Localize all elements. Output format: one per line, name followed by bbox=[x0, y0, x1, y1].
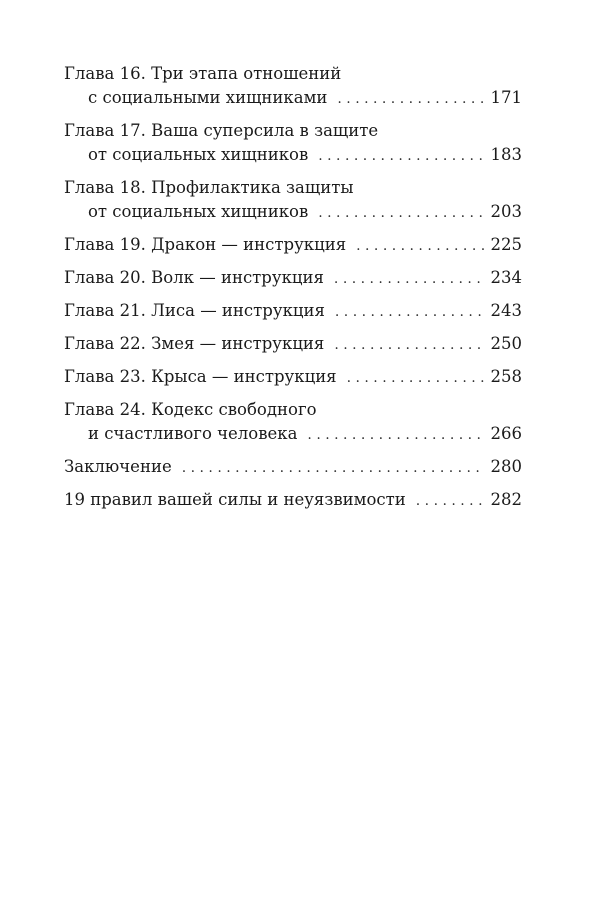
toc-page-number: 203 bbox=[490, 202, 522, 221]
toc-entry[interactable] bbox=[64, 365, 522, 389]
dot-leader bbox=[337, 92, 484, 106]
dot-leader bbox=[347, 371, 485, 385]
toc-entry-title: Глава 19. Дракон — инструкция bbox=[64, 235, 347, 254]
toc-entry-title: и счастливого человека bbox=[88, 424, 298, 443]
toc-entry-title: от социальных хищников bbox=[88, 202, 309, 221]
toc-page-number: 280 bbox=[490, 457, 522, 476]
toc-page-number: 250 bbox=[490, 334, 522, 353]
toc-entry-title: Глава 21. Лиса — инструкция bbox=[64, 301, 325, 320]
toc-entry-line bbox=[64, 455, 522, 479]
dot-leader bbox=[356, 239, 484, 253]
toc-page-number: 258 bbox=[490, 367, 522, 386]
dot-leader bbox=[334, 338, 484, 352]
toc-entry-title: Глава 20. Волк — инструкция bbox=[64, 268, 324, 287]
toc-entry-title: Глава 17. Ваша суперсила в защите bbox=[64, 121, 379, 140]
toc-entry-title: Глава 22. Змея — инструкция bbox=[64, 334, 325, 353]
toc-entry-line bbox=[64, 365, 522, 389]
toc-entry-line bbox=[64, 299, 522, 323]
toc-entry-title: Глава 24. Кодекс свободного bbox=[64, 400, 317, 419]
toc-entry-line bbox=[64, 266, 522, 290]
toc-entry-line bbox=[64, 398, 522, 422]
dot-leader bbox=[307, 428, 484, 442]
dot-leader bbox=[334, 272, 485, 286]
toc-entry[interactable] bbox=[64, 233, 522, 257]
toc-entry-line bbox=[64, 176, 522, 200]
toc-entry[interactable] bbox=[64, 266, 522, 290]
toc-page-number: 243 bbox=[490, 301, 522, 320]
toc-entry-line bbox=[64, 143, 522, 167]
dot-leader bbox=[318, 206, 484, 220]
toc-entry[interactable] bbox=[64, 455, 522, 479]
toc-entry-line bbox=[64, 488, 522, 512]
toc-entry[interactable] bbox=[64, 176, 522, 224]
toc-entry-title: Глава 18. Профилактика защиты bbox=[64, 178, 354, 197]
dot-leader bbox=[335, 305, 485, 319]
toc-entry[interactable] bbox=[64, 299, 522, 323]
toc-entry-title: с социальными хищниками bbox=[88, 88, 328, 107]
toc-entry[interactable] bbox=[64, 62, 522, 110]
toc-entry-title: Глава 16. Три этапа отношений bbox=[64, 64, 342, 83]
toc-page-number: 266 bbox=[490, 424, 522, 443]
dot-leader bbox=[182, 461, 485, 475]
toc-page-number: 282 bbox=[490, 490, 522, 509]
toc-entry-line bbox=[64, 62, 522, 86]
toc-page-number: 225 bbox=[490, 235, 522, 254]
table-of-contents bbox=[64, 62, 522, 521]
toc-entry-title: 19 правил вашей силы и неуязвимости bbox=[64, 490, 406, 509]
toc-entry-line bbox=[64, 200, 522, 224]
toc-entry-line bbox=[64, 119, 522, 143]
toc-page-number: 183 bbox=[490, 145, 522, 164]
toc-page-number: 171 bbox=[490, 88, 522, 107]
toc-entry[interactable] bbox=[64, 332, 522, 356]
dot-leader bbox=[318, 149, 484, 163]
toc-entry-title: Глава 23. Крыса — инструкция bbox=[64, 367, 337, 386]
toc-entry-line bbox=[64, 86, 522, 110]
toc-entry-title: Заключение bbox=[64, 457, 172, 476]
dot-leader bbox=[416, 494, 485, 508]
toc-page-number: 234 bbox=[490, 268, 522, 287]
toc-entry[interactable] bbox=[64, 398, 522, 446]
toc-entry-line bbox=[64, 332, 522, 356]
toc-entry-title: от социальных хищников bbox=[88, 145, 309, 164]
toc-entry-line bbox=[64, 422, 522, 446]
toc-entry[interactable] bbox=[64, 488, 522, 512]
toc-entry[interactable] bbox=[64, 119, 522, 167]
toc-entry-line bbox=[64, 233, 522, 257]
